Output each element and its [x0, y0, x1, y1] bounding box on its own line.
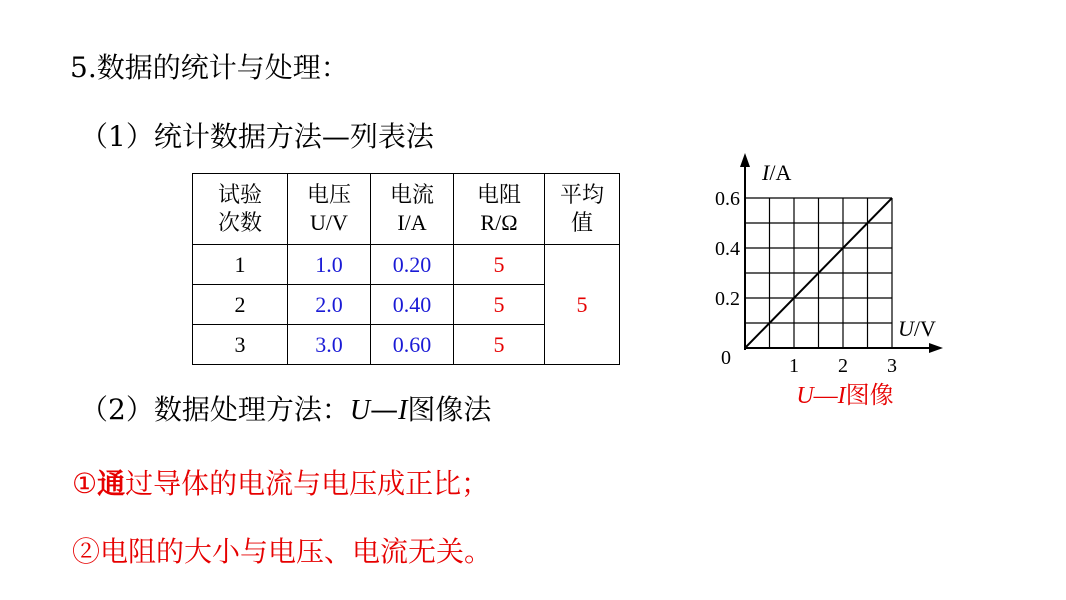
header-text: 电压	[306, 182, 351, 207]
header-trial-count	[193, 174, 288, 245]
header-text: 平均	[559, 182, 604, 207]
x-axis-label: U/V	[898, 316, 936, 341]
header-text: 次数	[217, 210, 262, 235]
cell-trial: 2	[193, 285, 288, 325]
x-tick-label: 1	[789, 355, 799, 377]
cell-current: 0.60	[371, 325, 454, 365]
section-heading: 5.数据的统计与处理：	[70, 51, 349, 84]
cell-resistance: 5	[454, 285, 545, 325]
y-axis-arrow	[740, 153, 750, 167]
conclusion-2	[72, 530, 492, 570]
header-text: 值	[570, 210, 593, 235]
method-2-dash: —	[370, 393, 399, 426]
data-table	[192, 173, 620, 365]
method-2-u: U	[349, 395, 371, 426]
header-text: I/A	[397, 210, 427, 235]
cell-trial: 1	[193, 245, 288, 285]
cell-current: 0.20	[371, 245, 454, 285]
x-tick-label: 2	[838, 355, 848, 377]
cell-current: 0.40	[371, 285, 454, 325]
method-2-suffix: 图像法	[407, 393, 492, 426]
header-average	[545, 174, 620, 245]
cell-average: 5	[545, 245, 620, 365]
circled-two-marker: ②	[72, 535, 101, 568]
cell-trial: 3	[193, 325, 288, 365]
method-2-prefix: （2）数据处理方法：	[80, 393, 350, 426]
conclusion-1-text: 过导体的电流与电压成正比；	[125, 467, 490, 500]
u-i-graph	[700, 150, 960, 420]
table-row	[193, 245, 620, 285]
circled-one-marker: ①	[72, 467, 98, 500]
x-tick-label: 3	[887, 355, 897, 377]
method-2-i: I	[398, 395, 408, 426]
origin-label: 0	[721, 347, 731, 369]
table-header-row	[193, 174, 620, 245]
x-axis-arrow	[929, 343, 943, 353]
header-text: U/V	[310, 210, 348, 235]
header-text: 试验	[217, 182, 262, 207]
cell-resistance: 5	[454, 245, 545, 285]
header-text: 电流	[389, 182, 434, 207]
conclusion-1-bold: 通	[97, 467, 126, 500]
method-2-text	[80, 388, 491, 428]
cell-voltage: 3.0	[288, 325, 371, 365]
conclusion-1	[72, 462, 489, 502]
y-tick-label: 0.4	[715, 238, 740, 260]
cell-voltage: 2.0	[288, 285, 371, 325]
y-tick-label: 0.6	[715, 188, 740, 210]
header-resistance	[454, 174, 545, 245]
header-text: 电阻	[476, 182, 521, 207]
conclusion-2-text: 电阻的大小与电压、电流无关。	[100, 535, 493, 568]
header-voltage	[288, 174, 371, 245]
header-text: R/Ω	[480, 210, 518, 235]
y-axis-label: I/A	[762, 160, 792, 185]
y-tick-label: 0.2	[715, 288, 740, 310]
cell-voltage: 1.0	[288, 245, 371, 285]
graph-caption: U—I图像	[796, 381, 894, 409]
cell-resistance: 5	[454, 325, 545, 365]
method-1-text: （1）统计数据方法—列表法	[80, 120, 434, 153]
header-current	[371, 174, 454, 245]
